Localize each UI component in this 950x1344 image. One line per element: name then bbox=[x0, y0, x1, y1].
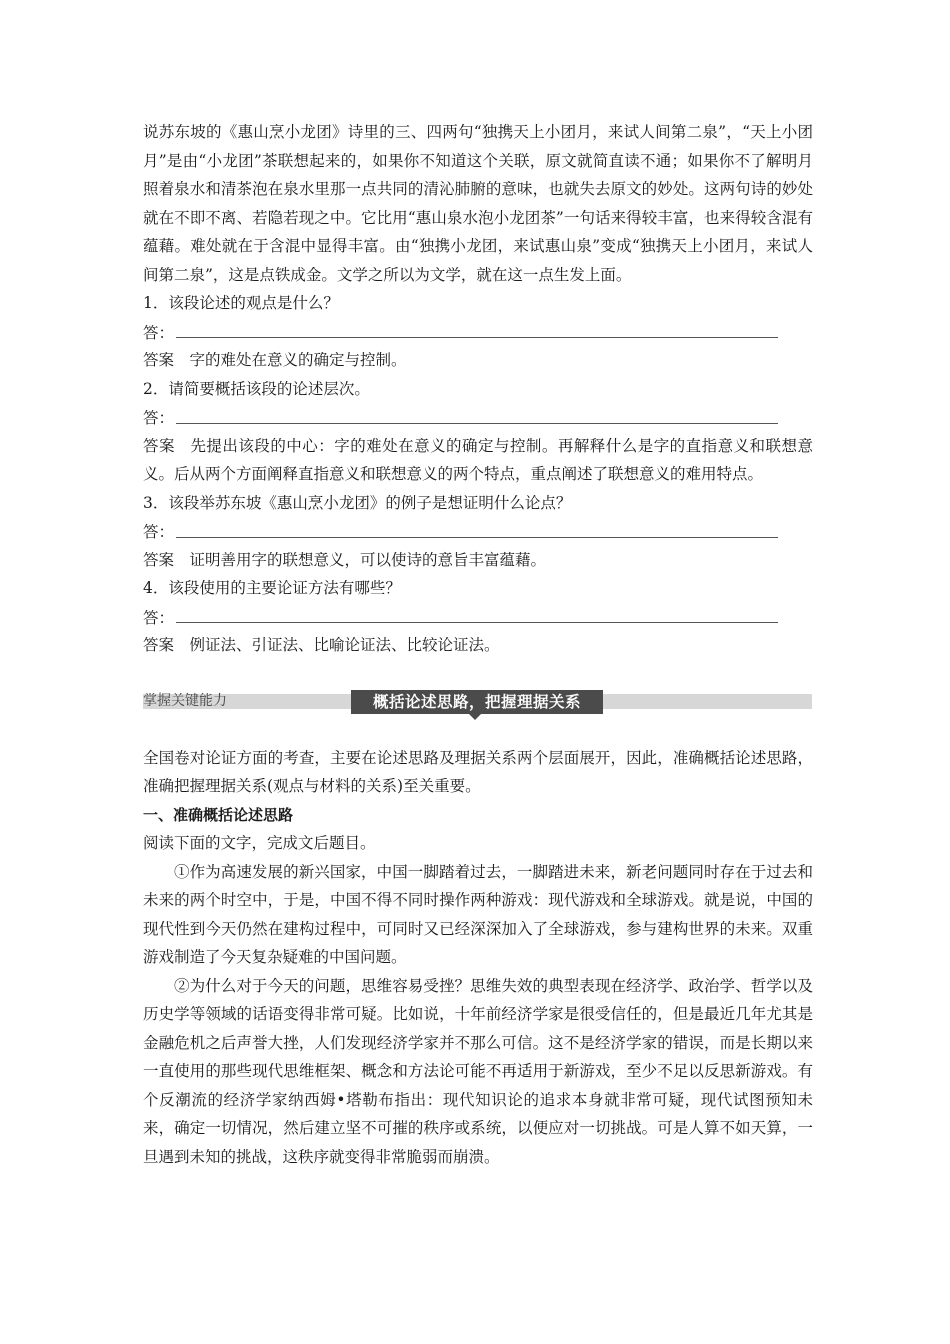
question-block-3 bbox=[143, 489, 813, 575]
question-block-4 bbox=[143, 574, 813, 660]
answer-text bbox=[143, 346, 813, 375]
page-content bbox=[143, 118, 813, 1171]
answer-text bbox=[143, 432, 813, 489]
answer-tag: 答案 bbox=[143, 351, 175, 369]
passage-paragraph-2: ②为什么对于今天的问题，思维容易受挫？思维失效的典型表现在经济学、政治学、哲学以及历史学等领域的话语变得非常可疑。比如说，十年前经济学家是很受信任的，但是最近几年尤其是金融危机之后声誉大挫，人们发现经济学家并不那么可信。这不是经济学家的错误，而是长期以来一直使用的那些现代思维框架、概念和方法论可能不再适用于新游戏，至少不足以反思新游戏。有个反潮流的经济学家纳西姆•塔勒布指出：现代知识论的追求本身就非常可疑，现代试图预知未来，确定一切情况，然后建立坚不可摧的秩序或系统，以便应对一切挑战。可是人算不如天算，一旦遇到未知的挑战，这秩序就变得非常脆弱而崩溃。 bbox=[143, 976, 813, 1166]
banner-title: 概括论述思路，把握理据关系 bbox=[351, 690, 603, 714]
answer-text bbox=[143, 546, 813, 575]
reading-instruction: 阅读下面的文字，完成文后题目。 bbox=[143, 834, 376, 852]
answer-tag: 答案 bbox=[143, 550, 175, 569]
answer-line bbox=[143, 403, 813, 432]
question-text: 2．请简要概括该段的论述层次。 bbox=[143, 379, 370, 398]
answer-line bbox=[143, 318, 813, 347]
answer-prompt: 答： bbox=[143, 608, 175, 627]
answer-prompt: 答： bbox=[143, 523, 175, 542]
answer-tag: 答案 bbox=[143, 436, 175, 455]
banner-pointer-icon bbox=[469, 714, 481, 720]
answer-line bbox=[143, 603, 813, 632]
answer-prompt: 答： bbox=[143, 323, 175, 342]
answer-blank-line bbox=[176, 423, 778, 424]
answer-content: 字的难处在意义的确定与控制。 bbox=[189, 351, 407, 369]
question-block-1 bbox=[143, 289, 813, 375]
section-banner bbox=[143, 690, 812, 714]
answer-content: 例证法、引证法、比喻论证法、比较论证法。 bbox=[189, 636, 500, 654]
intro-paragraph: 说苏东坡的《惠山烹小龙团》诗里的三、四两句“独携天上小团月，来试人间第二泉”，“天上小团月”是由“小龙团”茶联想起来的，如果你不知道这个关联，原文就简直读不通；如果你不了解明月照着泉水和清茶泡在泉水里那一点共同的清沁肺腑的意味，也就失去原文的妙处。这两句诗的妙处就在不即不离、若隐若现之中。它比用“惠山泉水泡小龙团茶”一句话来得较丰富，也来得较含混有蕴藉。难处就在于含混中显得丰富。由“独携小龙团，来试惠山泉”变成“独携天上小团月，来试人间第二泉”，这是点铁成金。文学之所以为文学，就在这一点生发上面。 bbox=[143, 123, 813, 284]
answer-tag: 答案 bbox=[143, 636, 175, 654]
section-heading: 一、准确概括论述思路 bbox=[143, 805, 294, 824]
answer-content: 先提出该段的中心：字的难处在意义的确定与控制。再解释什么是字的直指意义和联想意义。后从两个方面阐释直指意义和联想意义的两个特点，重点阐述了联想意义的难用特点。 bbox=[143, 436, 813, 483]
answer-text bbox=[143, 631, 813, 660]
passage-paragraph-1: ①作为高速发展的新兴国家，中国一脚踏着过去，一脚踏进未来，新老问题同时存在于过去和未来的两个时空中，于是，中国不得不同时操作两种游戏：现代游戏和全球游戏。就是说，中国的现代性到今天仍然在建构过程中，可同时又已经深深加入了全球游戏，参与建构世界的未来。双重游戏制造了今天复杂疑难的中国问题。 bbox=[143, 862, 813, 966]
banner-left-label: 掌握关键能力 bbox=[143, 692, 227, 709]
section-intro: 全国卷对论证方面的考查，主要在论述思路及理据关系两个层面展开，因此，准确概括论述思路，准确把握理据关系(观点与材料的关系)至关重要。 bbox=[143, 748, 813, 795]
answer-blank-line bbox=[176, 537, 778, 538]
question-block-2 bbox=[143, 375, 813, 489]
answer-line bbox=[143, 517, 813, 546]
answer-blank-line bbox=[176, 337, 778, 338]
answer-content: 证明善用字的联想意义，可以使诗的意旨丰富蕴藉。 bbox=[189, 550, 547, 569]
question-text: 1．该段论述的观点是什么？ bbox=[143, 294, 339, 312]
answer-prompt: 答： bbox=[143, 409, 175, 428]
question-text: 4．该段使用的主要论证方法有哪些？ bbox=[143, 579, 401, 597]
question-text: 3．该段举苏东坡《惠山烹小龙团》的例子是想证明什么论点？ bbox=[143, 493, 572, 512]
answer-blank-line bbox=[176, 622, 778, 623]
